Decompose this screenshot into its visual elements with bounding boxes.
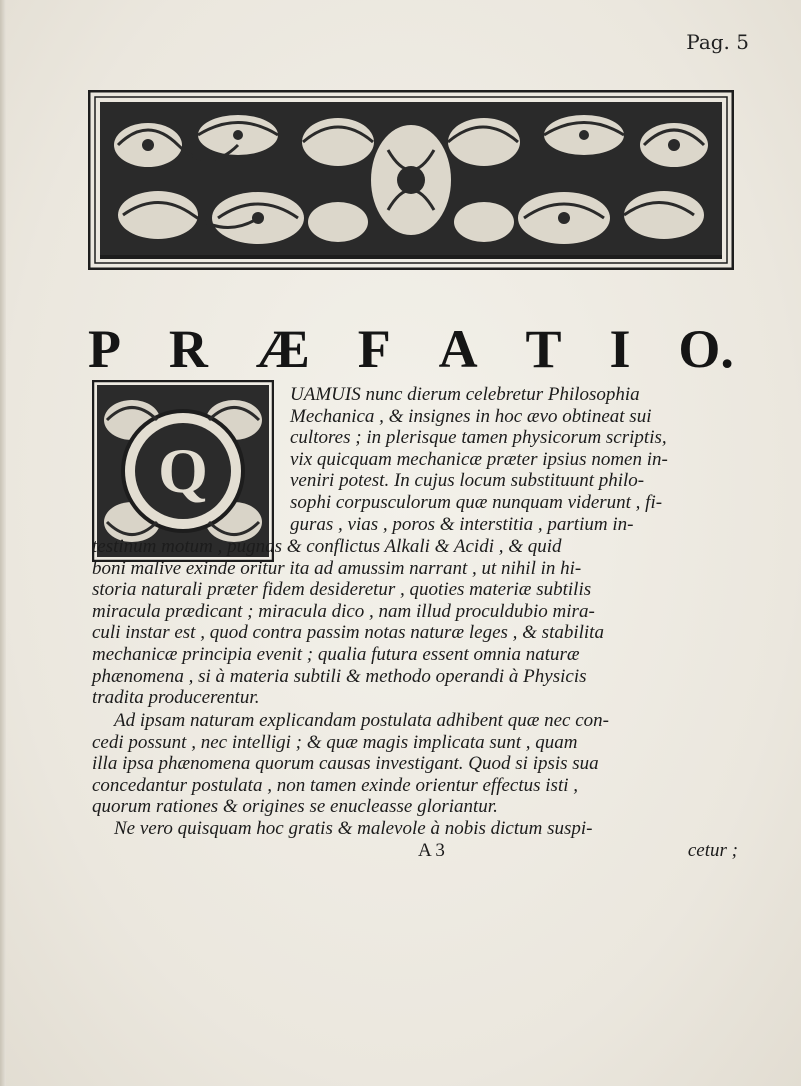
page-edge-shadow: [0, 0, 6, 1086]
text-line: guras , vias , poros & interstitia , partium in-: [290, 513, 634, 535]
svg-text:Q: Q: [158, 435, 208, 506]
text-line: tradita producerentur.: [92, 687, 260, 709]
page-title: [88, 318, 734, 380]
title-letter: R: [168, 319, 208, 379]
title-letter: O.: [678, 319, 734, 379]
title-letter: I: [609, 319, 631, 379]
text-line: illa ipsa phænomena quorum causas investigant. Quod si ipsis sua: [92, 753, 599, 775]
text-line: Mechanica , & insignes in hoc ævo obtineat sui: [290, 405, 652, 427]
text-line: cultores ; in plerisque tamen physicorum scriptis,: [290, 427, 667, 449]
page-number: Pag. 5: [686, 30, 749, 54]
ornamental-headpiece-icon: [88, 90, 734, 270]
text-line: concedantur postulata , non tamen exinde orientur effectus isti ,: [92, 774, 579, 796]
text-line: Ne vero quisquam hoc gratis & malevole à nobis dictum suspi-: [114, 818, 593, 839]
text-line: veniri potest. In cujus locum substituunt philo-: [290, 470, 645, 492]
title-letter: Æ: [255, 319, 310, 379]
signature-mark: A 3: [418, 840, 445, 861]
first-paragraph-body: [92, 536, 738, 709]
text-line: miracula prædicant ; miracula dico , nam illud proculdubio mira-: [92, 600, 595, 622]
title-letter: T: [525, 319, 562, 379]
text-line: mechanicæ principia evenit ; qualia futura essent omnia naturæ: [92, 643, 580, 665]
text-line: cedi possunt , nec intelligi ; & quæ magis implicata sunt , quam: [92, 731, 578, 753]
page-footer: [92, 840, 738, 864]
text-line: culi instar est , quod contra passim notas naturæ leges , & stabilita: [92, 622, 604, 644]
title-letter: P: [88, 319, 121, 379]
text-line: storia naturali præter fidem desideretur , quoties materiæ subtilis: [92, 579, 592, 601]
second-paragraph: [92, 710, 738, 818]
text-line: testinum motum , pugnas & conflictus Alkali & Acidi , & quid: [92, 536, 562, 557]
decorated-initial-icon: [92, 380, 274, 562]
text-line: phænomena , si à materia subtili & methodo operandi à Physicis: [92, 665, 587, 687]
text-line: Ad ipsam naturam explicandam postulata adhibent quæ nec con-: [114, 710, 609, 731]
text-line: vix quicquam mechanicæ præter ipsius nomen in-: [290, 448, 668, 470]
text-line: boni malive exinde oritur ita ad amussim narrant , ut nihil in hi-: [92, 557, 582, 579]
catchword: cetur ;: [687, 840, 738, 861]
first-paragraph-opening: [290, 384, 740, 535]
text-line: sophi corpusculorum quæ nunquam viderunt , fi-: [290, 491, 663, 513]
title-letter: A: [438, 319, 478, 379]
third-paragraph: [92, 818, 738, 840]
title-letter: F: [357, 319, 391, 379]
text-line: UAMUIS nunc dierum celebretur Philosophia: [290, 384, 640, 405]
text-line: quorum rationes & origines se enucleasse gloriantur.: [92, 796, 498, 818]
